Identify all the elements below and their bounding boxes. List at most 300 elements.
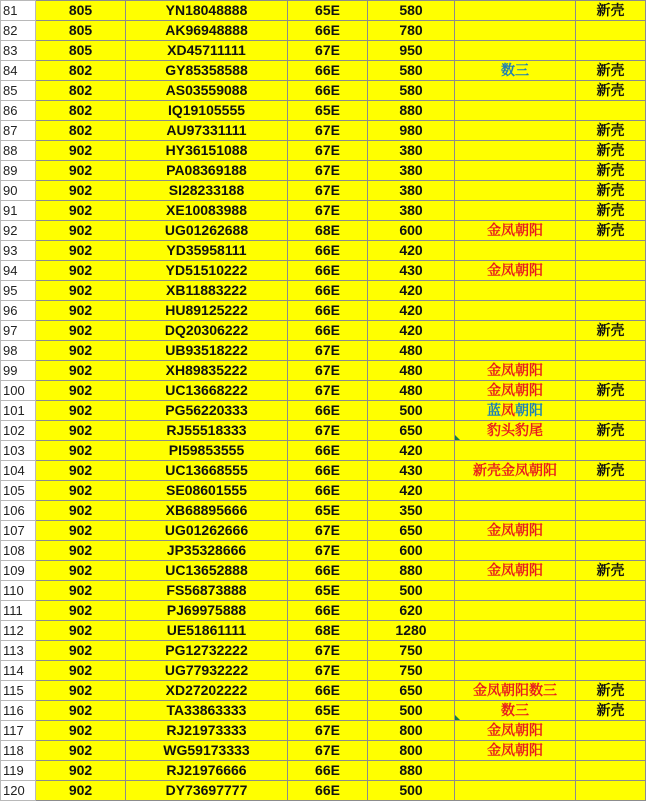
price-cell[interactable]: 880 (368, 101, 455, 121)
extra-cell[interactable] (576, 261, 646, 281)
extra-cell[interactable] (576, 301, 646, 321)
price-cell[interactable]: 380 (368, 141, 455, 161)
id-cell[interactable]: RJ21973333 (126, 721, 288, 741)
price-cell[interactable]: 880 (368, 561, 455, 581)
price-cell[interactable]: 750 (368, 661, 455, 681)
price-cell[interactable]: 500 (368, 781, 455, 801)
tag-cell[interactable] (455, 301, 576, 321)
price-cell[interactable]: 500 (368, 401, 455, 421)
extra-cell[interactable] (576, 101, 646, 121)
extra-cell[interactable] (576, 761, 646, 781)
tag-cell[interactable] (455, 21, 576, 41)
price-cell[interactable]: 350 (368, 501, 455, 521)
price-cell[interactable]: 480 (368, 361, 455, 381)
price-cell[interactable]: 580 (368, 1, 455, 21)
tag-cell[interactable] (455, 61, 576, 81)
tag-cell[interactable] (455, 581, 576, 601)
price-cell[interactable]: 600 (368, 221, 455, 241)
price-cell[interactable]: 750 (368, 641, 455, 661)
extra-cell[interactable] (576, 501, 646, 521)
row-number-cell[interactable]: 82 (1, 21, 36, 41)
id-cell[interactable]: IQ19105555 (126, 101, 288, 121)
model-cell[interactable]: 66E (288, 681, 368, 701)
id-cell[interactable]: DQ20306222 (126, 321, 288, 341)
code-cell[interactable]: 902 (36, 221, 126, 241)
row-number-cell[interactable]: 102 (1, 421, 36, 441)
id-cell[interactable]: XD27202222 (126, 681, 288, 701)
model-cell[interactable]: 66E (288, 21, 368, 41)
tag-cell[interactable] (455, 261, 576, 281)
row-number-cell[interactable]: 107 (1, 521, 36, 541)
extra-cell[interactable]: 新壳 (576, 381, 646, 401)
price-cell[interactable]: 420 (368, 441, 455, 461)
row-number-cell[interactable]: 88 (1, 141, 36, 161)
row-number-cell[interactable]: 109 (1, 561, 36, 581)
spreadsheet-body (1, 1, 646, 801)
model-cell[interactable]: 67E (288, 661, 368, 681)
row-number-cell[interactable]: 97 (1, 321, 36, 341)
price-cell[interactable]: 650 (368, 521, 455, 541)
extra-cell[interactable]: 新壳 (576, 1, 646, 21)
model-cell[interactable]: 67E (288, 421, 368, 441)
extra-cell[interactable] (576, 441, 646, 461)
tag-cell[interactable] (455, 421, 576, 441)
tag-text: 数三 (501, 702, 529, 718)
extra-cell[interactable] (576, 581, 646, 601)
id-cell[interactable]: HU89125222 (126, 301, 288, 321)
extra-cell[interactable]: 新壳 (576, 141, 646, 161)
model-cell[interactable]: 67E (288, 161, 368, 181)
tag-cell[interactable] (455, 721, 576, 741)
model-cell[interactable]: 65E (288, 501, 368, 521)
price-cell[interactable]: 650 (368, 681, 455, 701)
tag-cell[interactable] (455, 81, 576, 101)
extra-cell[interactable] (576, 541, 646, 561)
model-cell[interactable]: 66E (288, 81, 368, 101)
extra-cell[interactable]: 新壳 (576, 181, 646, 201)
model-cell[interactable]: 66E (288, 241, 368, 261)
tag-cell[interactable] (455, 521, 576, 541)
id-cell[interactable]: JP35328666 (126, 541, 288, 561)
code-cell[interactable]: 805 (36, 21, 126, 41)
extra-cell[interactable]: 新壳 (576, 681, 646, 701)
row-number-cell[interactable]: 86 (1, 101, 36, 121)
price-cell[interactable]: 420 (368, 481, 455, 501)
row-number-cell[interactable]: 85 (1, 81, 36, 101)
price-cell[interactable]: 380 (368, 201, 455, 221)
code-cell[interactable]: 902 (36, 781, 126, 801)
model-cell[interactable]: 65E (288, 1, 368, 21)
tag-cell[interactable] (455, 401, 576, 421)
model-cell[interactable]: 66E (288, 281, 368, 301)
price-cell[interactable]: 420 (368, 241, 455, 261)
model-cell[interactable]: 66E (288, 601, 368, 621)
id-cell[interactable]: FS56873888 (126, 581, 288, 601)
extra-cell[interactable]: 新壳 (576, 161, 646, 181)
extra-cell[interactable] (576, 41, 646, 61)
tag-cell[interactable] (455, 501, 576, 521)
price-cell[interactable]: 800 (368, 721, 455, 741)
price-cell[interactable]: 980 (368, 121, 455, 141)
code-cell[interactable]: 902 (36, 401, 126, 421)
row-number-cell[interactable]: 104 (1, 461, 36, 481)
price-cell[interactable]: 430 (368, 261, 455, 281)
code-cell[interactable]: 802 (36, 81, 126, 101)
model-cell[interactable]: 67E (288, 341, 368, 361)
row-number-cell[interactable]: 118 (1, 741, 36, 761)
extra-cell[interactable] (576, 21, 646, 41)
row-number-cell[interactable]: 94 (1, 261, 36, 281)
id-cell[interactable]: YD35958111 (126, 241, 288, 261)
code-cell[interactable]: 902 (36, 621, 126, 641)
row-number-cell[interactable]: 87 (1, 121, 36, 141)
tag-cell[interactable] (455, 241, 576, 261)
price-cell[interactable]: 950 (368, 41, 455, 61)
model-cell[interactable]: 66E (288, 301, 368, 321)
id-cell[interactable]: YN18048888 (126, 1, 288, 21)
tag-text: 金凤朝阳 (487, 742, 543, 758)
id-cell[interactable]: PJ69975888 (126, 601, 288, 621)
extra-cell[interactable]: 新壳 (576, 421, 646, 441)
id-cell[interactable]: UC13652888 (126, 561, 288, 581)
price-cell[interactable]: 420 (368, 281, 455, 301)
model-cell[interactable]: 65E (288, 581, 368, 601)
tag-cell[interactable] (455, 341, 576, 361)
row-number-cell[interactable]: 114 (1, 661, 36, 681)
row-number-cell[interactable]: 98 (1, 341, 36, 361)
code-cell[interactable]: 902 (36, 141, 126, 161)
price-cell[interactable]: 420 (368, 301, 455, 321)
tag-cell[interactable] (455, 681, 576, 701)
tag-cell[interactable] (455, 441, 576, 461)
table-row (1, 381, 646, 401)
code-cell[interactable]: 902 (36, 541, 126, 561)
code-cell[interactable]: 902 (36, 461, 126, 481)
code-cell[interactable]: 902 (36, 681, 126, 701)
code-cell[interactable]: 802 (36, 121, 126, 141)
tag-cell[interactable] (455, 1, 576, 21)
tag-cell[interactable] (455, 101, 576, 121)
model-cell[interactable]: 67E (288, 541, 368, 561)
code-cell[interactable]: 902 (36, 361, 126, 381)
model-cell[interactable]: 67E (288, 381, 368, 401)
code-cell[interactable]: 902 (36, 521, 126, 541)
price-cell[interactable]: 420 (368, 321, 455, 341)
table-row (1, 641, 646, 661)
id-cell[interactable]: PG12732222 (126, 641, 288, 661)
price-cell[interactable]: 380 (368, 181, 455, 201)
tag-text: 金凤朝阳 (487, 522, 543, 538)
extra-cell[interactable] (576, 601, 646, 621)
id-cell[interactable]: AK96948888 (126, 21, 288, 41)
extra-cell[interactable] (576, 641, 646, 661)
table-row (1, 421, 646, 441)
code-cell[interactable]: 902 (36, 601, 126, 621)
code-cell[interactable]: 902 (36, 341, 126, 361)
model-cell[interactable]: 66E (288, 401, 368, 421)
row-number-cell[interactable]: 84 (1, 61, 36, 81)
extra-cell[interactable] (576, 341, 646, 361)
row-number-cell[interactable]: 100 (1, 381, 36, 401)
tag-cell[interactable] (455, 641, 576, 661)
model-cell[interactable]: 66E (288, 761, 368, 781)
price-cell[interactable]: 580 (368, 81, 455, 101)
id-cell[interactable]: SI28233188 (126, 181, 288, 201)
id-cell[interactable]: UC13668222 (126, 381, 288, 401)
id-cell[interactable]: XE10083988 (126, 201, 288, 221)
tag-cell[interactable] (455, 321, 576, 341)
code-cell[interactable]: 902 (36, 501, 126, 521)
price-cell[interactable]: 480 (368, 341, 455, 361)
id-cell[interactable]: PA08369188 (126, 161, 288, 181)
row-number-cell[interactable]: 119 (1, 761, 36, 781)
row-number-cell[interactable]: 89 (1, 161, 36, 181)
row-number-cell[interactable]: 103 (1, 441, 36, 461)
price-cell[interactable]: 480 (368, 381, 455, 401)
id-cell[interactable]: UC13668555 (126, 461, 288, 481)
extra-cell[interactable] (576, 521, 646, 541)
row-number-cell[interactable]: 110 (1, 581, 36, 601)
code-cell[interactable]: 902 (36, 581, 126, 601)
row-number-cell[interactable]: 112 (1, 621, 36, 641)
extra-cell[interactable]: 新壳 (576, 121, 646, 141)
id-cell[interactable]: DY73697777 (126, 781, 288, 801)
extra-cell[interactable] (576, 781, 646, 801)
tag-text: 金凤朝阳 (487, 722, 543, 738)
id-cell[interactable]: XD45711111 (126, 41, 288, 61)
table-row (1, 441, 646, 461)
price-cell[interactable]: 500 (368, 581, 455, 601)
price-cell[interactable]: 800 (368, 741, 455, 761)
tag-text: 金凤朝阳 (487, 382, 543, 398)
code-cell[interactable]: 902 (36, 721, 126, 741)
price-cell[interactable]: 500 (368, 701, 455, 721)
code-cell[interactable]: 902 (36, 321, 126, 341)
row-number-cell[interactable]: 116 (1, 701, 36, 721)
row-number-cell[interactable]: 99 (1, 361, 36, 381)
model-cell[interactable]: 67E (288, 721, 368, 741)
tag-cell[interactable] (455, 481, 576, 501)
code-cell[interactable]: 902 (36, 381, 126, 401)
price-cell[interactable]: 620 (368, 601, 455, 621)
tag-cell[interactable] (455, 281, 576, 301)
table-row (1, 581, 646, 601)
model-cell[interactable]: 67E (288, 121, 368, 141)
model-cell[interactable]: 67E (288, 181, 368, 201)
id-cell[interactable]: RJ21976666 (126, 761, 288, 781)
price-cell[interactable]: 780 (368, 21, 455, 41)
code-cell[interactable]: 805 (36, 41, 126, 61)
row-number-cell[interactable]: 117 (1, 721, 36, 741)
code-cell[interactable]: 902 (36, 161, 126, 181)
id-cell[interactable]: PG56220333 (126, 401, 288, 421)
table-row (1, 521, 646, 541)
id-cell[interactable]: UG01262688 (126, 221, 288, 241)
tag-cell[interactable] (455, 781, 576, 801)
extra-cell[interactable]: 新壳 (576, 701, 646, 721)
model-cell[interactable]: 67E (288, 361, 368, 381)
code-cell[interactable]: 902 (36, 261, 126, 281)
row-number-cell[interactable]: 83 (1, 41, 36, 61)
tag-cell[interactable] (455, 181, 576, 201)
row-number-cell[interactable]: 105 (1, 481, 36, 501)
extra-cell[interactable]: 新壳 (576, 201, 646, 221)
model-cell[interactable]: 67E (288, 741, 368, 761)
model-cell[interactable]: 66E (288, 321, 368, 341)
row-number-cell[interactable]: 90 (1, 181, 36, 201)
model-cell[interactable]: 65E (288, 101, 368, 121)
row-number-cell[interactable]: 111 (1, 601, 36, 621)
price-cell[interactable]: 380 (368, 161, 455, 181)
model-cell[interactable]: 67E (288, 41, 368, 61)
code-cell[interactable]: 902 (36, 201, 126, 221)
model-cell[interactable]: 67E (288, 521, 368, 541)
tag-cell[interactable] (455, 361, 576, 381)
tag-cell[interactable] (455, 381, 576, 401)
code-cell[interactable]: 902 (36, 241, 126, 261)
model-cell[interactable]: 67E (288, 641, 368, 661)
id-cell[interactable]: GY85358588 (126, 61, 288, 81)
tag-text: 金凤朝阳 (487, 362, 543, 378)
model-cell[interactable]: 66E (288, 781, 368, 801)
extra-cell[interactable] (576, 661, 646, 681)
extra-cell[interactable] (576, 401, 646, 421)
id-cell[interactable]: XH89835222 (126, 361, 288, 381)
extra-cell[interactable] (576, 241, 646, 261)
row-number-cell[interactable]: 108 (1, 541, 36, 561)
model-cell[interactable]: 68E (288, 221, 368, 241)
extra-cell[interactable]: 新壳 (576, 221, 646, 241)
code-cell[interactable]: 802 (36, 101, 126, 121)
id-cell[interactable]: RJ55518333 (126, 421, 288, 441)
id-cell[interactable]: UG77932222 (126, 661, 288, 681)
extra-cell[interactable]: 新壳 (576, 461, 646, 481)
id-cell[interactable]: AS03559088 (126, 81, 288, 101)
row-number-cell[interactable]: 81 (1, 1, 36, 21)
code-cell[interactable]: 802 (36, 61, 126, 81)
tag-cell[interactable] (455, 161, 576, 181)
extra-cell[interactable] (576, 481, 646, 501)
model-cell[interactable]: 66E (288, 561, 368, 581)
model-cell[interactable]: 67E (288, 201, 368, 221)
tag-cell[interactable] (455, 461, 576, 481)
tag-cell[interactable] (455, 741, 576, 761)
extra-cell[interactable] (576, 721, 646, 741)
row-number-cell[interactable]: 101 (1, 401, 36, 421)
id-cell[interactable]: TA33863333 (126, 701, 288, 721)
tag-cell[interactable] (455, 41, 576, 61)
extra-cell[interactable]: 新壳 (576, 81, 646, 101)
price-cell[interactable]: 650 (368, 421, 455, 441)
model-cell[interactable]: 66E (288, 261, 368, 281)
model-cell[interactable]: 66E (288, 441, 368, 461)
tag-cell[interactable] (455, 561, 576, 581)
tag-cell[interactable] (455, 201, 576, 221)
id-cell[interactable]: AU97331111 (126, 121, 288, 141)
row-number-cell[interactable]: 93 (1, 241, 36, 261)
tag-text: 凤 (501, 402, 515, 418)
tag-cell[interactable] (455, 221, 576, 241)
price-cell[interactable]: 430 (368, 461, 455, 481)
extra-cell[interactable] (576, 281, 646, 301)
table-row (1, 121, 646, 141)
model-cell[interactable]: 65E (288, 701, 368, 721)
price-cell[interactable]: 1280 (368, 621, 455, 641)
code-cell[interactable]: 902 (36, 441, 126, 461)
tag-cell[interactable] (455, 121, 576, 141)
code-cell[interactable]: 902 (36, 181, 126, 201)
model-cell[interactable]: 66E (288, 481, 368, 501)
row-number-cell[interactable]: 115 (1, 681, 36, 701)
model-cell[interactable]: 67E (288, 141, 368, 161)
code-cell[interactable]: 902 (36, 641, 126, 661)
code-cell[interactable]: 902 (36, 661, 126, 681)
extra-cell[interactable] (576, 741, 646, 761)
code-cell[interactable]: 902 (36, 281, 126, 301)
tag-cell[interactable] (455, 541, 576, 561)
row-number-cell[interactable]: 120 (1, 781, 36, 801)
tag-cell[interactable] (455, 661, 576, 681)
tag-cell[interactable] (455, 141, 576, 161)
id-cell[interactable]: PI59853555 (126, 441, 288, 461)
row-number-cell[interactable]: 113 (1, 641, 36, 661)
tag-cell[interactable] (455, 701, 576, 721)
row-number-cell[interactable]: 91 (1, 201, 36, 221)
model-cell[interactable]: 66E (288, 461, 368, 481)
comment-indicator-icon[interactable] (455, 435, 460, 440)
tag-cell[interactable] (455, 601, 576, 621)
id-cell[interactable]: WG59173333 (126, 741, 288, 761)
code-cell[interactable]: 805 (36, 1, 126, 21)
row-number-cell[interactable]: 96 (1, 301, 36, 321)
code-cell[interactable]: 902 (36, 701, 126, 721)
extra-cell[interactable]: 新壳 (576, 61, 646, 81)
id-cell[interactable]: UG01262666 (126, 521, 288, 541)
price-cell[interactable]: 600 (368, 541, 455, 561)
row-number-cell[interactable]: 106 (1, 501, 36, 521)
code-cell[interactable]: 902 (36, 481, 126, 501)
extra-cell[interactable] (576, 361, 646, 381)
id-cell[interactable]: UE51861111 (126, 621, 288, 641)
price-cell[interactable]: 880 (368, 761, 455, 781)
code-cell[interactable]: 902 (36, 561, 126, 581)
row-number-cell[interactable]: 92 (1, 221, 36, 241)
tag-cell[interactable] (455, 761, 576, 781)
code-cell[interactable]: 902 (36, 421, 126, 441)
extra-cell[interactable]: 新壳 (576, 321, 646, 341)
code-cell[interactable]: 902 (36, 761, 126, 781)
code-cell[interactable]: 902 (36, 301, 126, 321)
price-cell[interactable]: 580 (368, 61, 455, 81)
tag-text: 新壳金凤朝阳 (473, 462, 557, 478)
model-cell[interactable]: 68E (288, 621, 368, 641)
tag-cell[interactable] (455, 621, 576, 641)
table-row (1, 281, 646, 301)
table-row (1, 541, 646, 561)
id-cell[interactable]: UB93518222 (126, 341, 288, 361)
model-cell[interactable]: 66E (288, 61, 368, 81)
id-cell[interactable]: YD51510222 (126, 261, 288, 281)
row-number-cell[interactable]: 95 (1, 281, 36, 301)
extra-cell[interactable]: 新壳 (576, 561, 646, 581)
extra-cell[interactable] (576, 621, 646, 641)
comment-indicator-icon[interactable] (455, 715, 460, 720)
id-cell[interactable]: SE08601555 (126, 481, 288, 501)
code-cell[interactable]: 902 (36, 741, 126, 761)
id-cell[interactable]: XB11883222 (126, 281, 288, 301)
id-cell[interactable]: HY36151088 (126, 141, 288, 161)
id-cell[interactable]: XB68895666 (126, 501, 288, 521)
